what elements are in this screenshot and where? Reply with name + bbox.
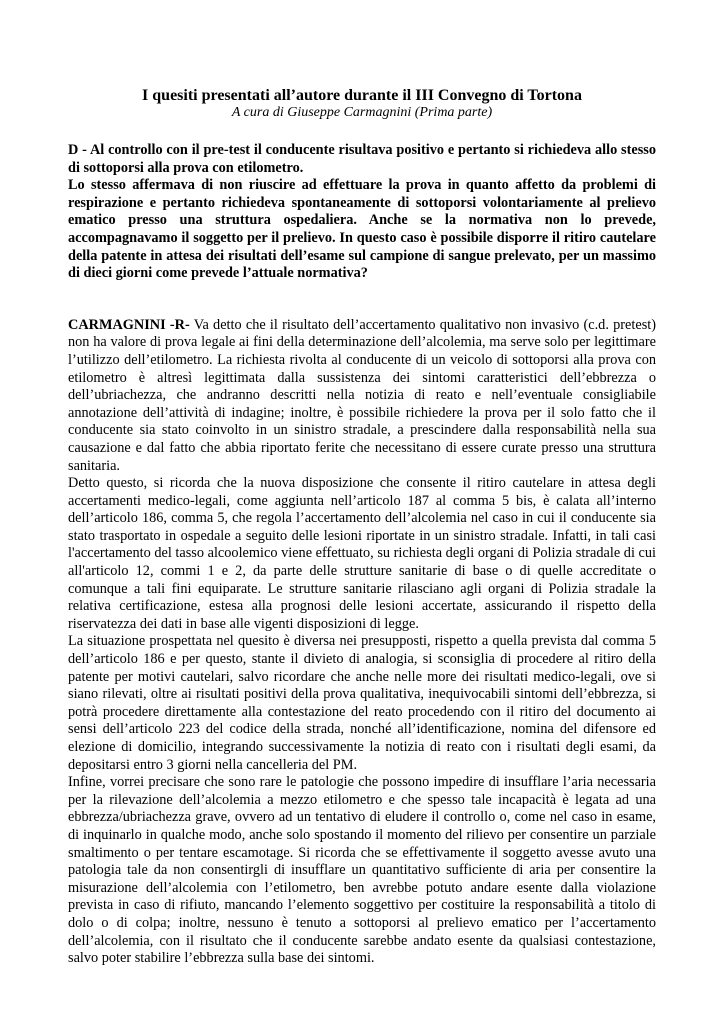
answer-paragraph: Detto questo, si ricorda che la nuova disposizione che consente il ritiro cautelare in attesa degli accertamenti medico-legali, come aggiunta nell’articolo 187 al comma 5 bis, è calata all’interno dell’articolo 186, comma 5, che regola l’accertamento dell’alcolemia nel caso in cui il conducente sia stato trasportato in ospedale a seguito delle lesioni riportate in un sinistro stradale. Infatti, in tali casi l'accertamento del tasso alcoolemico viene effettuato, su richiesta degli organi di Polizia stradale di cui all'articolo 12, commi 1 e 2, da parte delle strutture sanitarie di base o di quelle accreditate o comunque a tali fini equiparate. Le strutture sanitarie rilasciano agli organi di Polizia stradale la relativa certificazione, estesa alla prognosi delle lesioni accertate, assicurando il rispetto della riservatezza dei dati in base alle vigenti disposizioni di legge. bbox=[68, 475, 656, 632]
answer-paragraph bbox=[68, 317, 656, 475]
question-paragraph: D - Al controllo con il pre-test il conducente risultava positivo e pertanto si richiedeva allo stesso di sottoporsi alla prova con etilometro. bbox=[68, 142, 656, 176]
question-block bbox=[68, 142, 656, 283]
answer-speaker: CARMAGNINI -R- bbox=[68, 316, 190, 333]
answer-text: Va detto che il risultato dell’accertamento qualitativo non invasivo (c.d. pretest) non ha valore di prova legale ai fini della determinazione dell’alcolemia, ma serve solo per legittimare l’utilizzo dell’etilometro. La richiesta rivolta al conducente di un veicolo di sottoporsi alla prova con etilometro è altresì legittimata dalla sussistenza dei sintomi caratteristici dell’ebbrezza o dell’ubriachezza, che andranno descritti nella notizia di reato e nell’eventuale consigliabile annotazione dell’attività di indagine; inoltre, è possibile richiedere la prova per il solo fatto che il conducente sia stato coinvolto in un sinistro stradale, a prescindere dalla responsabilità nella sua causazione e dal fatto che abbia riportato ferite che necessitano di essere curate presso una struttura sanitaria. bbox=[68, 316, 656, 474]
document-page bbox=[68, 86, 656, 968]
question-paragraph: Lo stesso affermava di non riuscire ad effettuare la prova in quanto affetto da problemi di respirazione e pertanto richiedeva spontaneamente di sottoporsi volontariamente al prelievo ematico presso una struttura ospedaliera. Anche se la normativa non lo prevede, accompagnavamo il soggetto per il prelievo. In questo caso è possibile disporre il ritiro cautelare della patente in attesa dei risultati dell’esame sul campione di sangue prelevato, per un massimo di dieci giorni come prevede l’attuale normativa? bbox=[68, 177, 656, 282]
answer-paragraph: La situazione prospettata nel quesito è diversa nei presupposti, rispetto a quella prevista dal comma 5 dell’articolo 186 e per questo, stante il divieto di analogia, si sconsiglia di procedere al ritiro della patente per motivi cautelari, salvo ricordare che anche nelle more dei risultati medico-legali, ove si siano rilevati, oltre ai risultati positivi della prova qualitativa, inequivocabili sintomi dell’ebbrezza, si potrà procedere direttamente alla contestazione del reato procedendo con il ritiro del documento ai sensi dell’articolo 223 del codice della strada, nonché all’identificazione, nomina del difensore ed elezione di domicilio, integrando successivamente la notizia di reato con i risultati degli esami, da depositarsi entro 3 giorni nella cancelleria del PM. bbox=[68, 633, 656, 773]
answer-block bbox=[68, 317, 656, 968]
document-title: I quesiti presentati all’autore durante il III Convegno di Tortona bbox=[142, 87, 582, 104]
document-subtitle: A cura di Giuseppe Carmagnini (Prima parte) bbox=[231, 105, 493, 120]
answer-paragraph: Infine, vorrei precisare che sono rare le patologie che possono impedire di insufflare l’aria necessaria per la rilevazione dell’alcolemia a mezzo etilometro e che spesso tale incapacità è legata ad una ebbrezza/ubriachezza grave, ovvero ad un tentativo di eludere il controllo o, come nel caso in esame, di inquinarlo in qualche modo, anche solo spostando il momento del rilievo per consentire un parziale smaltimento o per tentare escamotage. Si ricorda che se effettivamente il soggetto avesse avuto una patologia tale da non consentirgli di insufflare un quantitativo sufficiente di aria per consentire la misurazione dell’alcolemia con l’etilometro, ben avrebbe potuto andare esente dalla violazione prevista in caso di rifiuto, mancando l’elemento soggettivo per costituire la responsabilità a titolo di dolo o di colpa; inoltre, nessuno è tenuto a sottoporsi al prelievo ematico per l’accertamento dell’alcolemia, con il risultato che il conducente sarebbe andato esente da qualsiasi contestazione, salvo poter stabilire l’ebbrezza sulla base dei sintomi. bbox=[68, 774, 656, 967]
